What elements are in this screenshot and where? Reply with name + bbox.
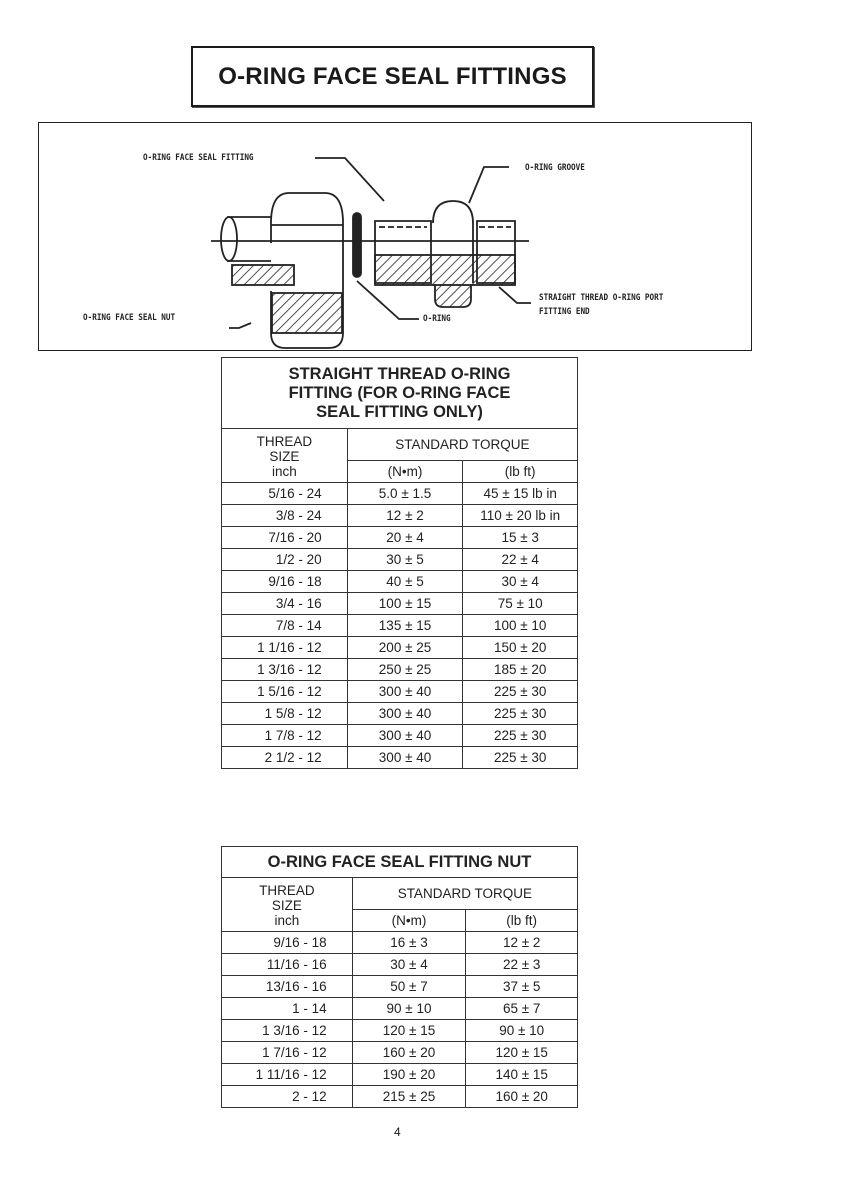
table-row — [222, 483, 578, 505]
cell-nm: 250 ± 25 — [347, 659, 463, 681]
cell-nm: 300 ± 40 — [347, 725, 463, 747]
cell-lbft: 65 ± 7 — [466, 998, 578, 1020]
label-oring: O-RING — [423, 314, 451, 324]
cell-nm: 16 ± 3 — [352, 932, 466, 954]
cell-thread: 1 7/8 - 12 — [222, 725, 348, 747]
cell-nm: 200 ± 25 — [347, 637, 463, 659]
cell-lbft: 15 ± 3 — [463, 527, 578, 549]
table-row — [222, 998, 578, 1020]
cell-lbft: 120 ± 15 — [466, 1042, 578, 1064]
cell-thread: 1 3/16 - 12 — [222, 659, 348, 681]
lbft-header: (lb ft) — [466, 910, 578, 932]
cell-lbft: 225 ± 30 — [463, 747, 578, 769]
cell-nm: 300 ± 40 — [347, 703, 463, 725]
cell-thread: 7/8 - 14 — [222, 615, 348, 637]
table2-caption — [222, 847, 578, 878]
label-oring-groove: O-RING GROOVE — [525, 163, 585, 173]
page-title-box — [191, 46, 594, 107]
cell-nm: 100 ± 15 — [347, 593, 463, 615]
table-row — [222, 1064, 578, 1086]
cell-lbft: 12 ± 2 — [466, 932, 578, 954]
cell-thread: 9/16 - 18 — [222, 571, 348, 593]
table-row — [222, 932, 578, 954]
table-row — [222, 659, 578, 681]
table-row — [222, 681, 578, 703]
table1-caption-line: SEAL FITTING ONLY) — [316, 403, 483, 421]
cell-nm: 40 ± 5 — [347, 571, 463, 593]
cell-thread: 1 5/8 - 12 — [222, 703, 348, 725]
table1-caption-line: STRAIGHT THREAD O-RING — [288, 365, 511, 383]
cell-lbft: 225 ± 30 — [463, 725, 578, 747]
cell-lbft: 150 ± 20 — [463, 637, 578, 659]
cell-lbft: 75 ± 10 — [463, 593, 578, 615]
thread-size-header — [222, 429, 348, 483]
cell-thread: 2 - 12 — [222, 1086, 353, 1108]
cell-lbft: 100 ± 10 — [463, 615, 578, 637]
table-row — [222, 725, 578, 747]
table-row — [222, 954, 578, 976]
table-row — [222, 527, 578, 549]
header-line: SIZE — [269, 449, 300, 464]
cell-nm: 5.0 ± 1.5 — [347, 483, 463, 505]
cell-nm: 300 ± 40 — [347, 681, 463, 703]
cell-thread: 1 3/16 - 12 — [222, 1020, 353, 1042]
fitting-diagram — [38, 122, 752, 351]
thread-size-header — [222, 878, 353, 932]
cell-nm: 190 ± 20 — [352, 1064, 466, 1086]
cell-thread: 7/16 - 20 — [222, 527, 348, 549]
header-line: inch — [271, 464, 297, 479]
label-oring-face-seal-fitting: O-RING FACE SEAL FITTING — [143, 153, 254, 163]
label-port-fitting-end-1: STRAIGHT THREAD O-RING PORT — [539, 293, 664, 303]
cell-thread: 5/16 - 24 — [222, 483, 348, 505]
table-row — [222, 505, 578, 527]
cell-thread: 11/16 - 16 — [222, 954, 353, 976]
table-row — [222, 593, 578, 615]
table-row — [222, 637, 578, 659]
face-seal-nut-torque-table — [221, 846, 578, 1108]
cell-lbft: 160 ± 20 — [466, 1086, 578, 1108]
cell-lbft: 45 ± 15 lb in — [463, 483, 578, 505]
cell-lbft: 110 ± 20 lb in — [463, 505, 578, 527]
cell-thread: 3/4 - 16 — [222, 593, 348, 615]
cell-thread: 2 1/2 - 12 — [222, 747, 348, 769]
cell-lbft: 90 ± 10 — [466, 1020, 578, 1042]
header-line: inch — [274, 913, 300, 928]
cell-lbft: 37 ± 5 — [466, 976, 578, 998]
cell-lbft: 225 ± 30 — [463, 703, 578, 725]
table-row — [222, 1086, 578, 1108]
table-row — [222, 615, 578, 637]
table1-caption-line: FITTING (FOR O-RING FACE — [288, 384, 511, 402]
label-port-fitting-end-2: FITTING END — [539, 307, 590, 317]
standard-torque-header: STANDARD TORQUE — [352, 878, 577, 910]
cell-nm: 215 ± 25 — [352, 1086, 466, 1108]
table-row — [222, 1020, 578, 1042]
cell-thread: 1/2 - 20 — [222, 549, 348, 571]
cell-nm: 160 ± 20 — [352, 1042, 466, 1064]
cell-lbft: 185 ± 20 — [463, 659, 578, 681]
table1-caption — [222, 358, 578, 429]
cell-nm: 135 ± 15 — [347, 615, 463, 637]
cell-thread: 3/8 - 24 — [222, 505, 348, 527]
cell-thread: 1 - 14 — [222, 998, 353, 1020]
cell-lbft: 22 ± 3 — [466, 954, 578, 976]
nm-header: (N•m) — [347, 461, 463, 483]
cell-thread: 9/16 - 18 — [222, 932, 353, 954]
cell-lbft: 22 ± 4 — [463, 549, 578, 571]
cell-nm: 120 ± 15 — [352, 1020, 466, 1042]
cell-thread: 13/16 - 16 — [222, 976, 353, 998]
header-line: SIZE — [271, 898, 302, 913]
cell-nm: 90 ± 10 — [352, 998, 466, 1020]
table-row — [222, 703, 578, 725]
cell-nm: 30 ± 4 — [352, 954, 466, 976]
nm-header: (N•m) — [352, 910, 466, 932]
cell-lbft: 30 ± 4 — [463, 571, 578, 593]
header-line: THREAD — [259, 883, 315, 898]
table-row — [222, 549, 578, 571]
cell-lbft: 225 ± 30 — [463, 681, 578, 703]
cell-nm: 300 ± 40 — [347, 747, 463, 769]
cell-nm: 50 ± 7 — [352, 976, 466, 998]
cell-thread: 1 1/16 - 12 — [222, 637, 348, 659]
cell-thread: 1 5/16 - 12 — [222, 681, 348, 703]
cell-nm: 30 ± 5 — [347, 549, 463, 571]
table2-caption-line: O-RING FACE SEAL FITTING NUT — [267, 853, 532, 871]
cell-thread: 1 11/16 - 12 — [222, 1064, 353, 1086]
standard-torque-header: STANDARD TORQUE — [347, 429, 577, 461]
table-row — [222, 747, 578, 769]
table-row — [222, 976, 578, 998]
lbft-header: (lb ft) — [463, 461, 578, 483]
table-row — [222, 571, 578, 593]
cell-thread: 1 7/16 - 12 — [222, 1042, 353, 1064]
cell-lbft: 140 ± 15 — [466, 1064, 578, 1086]
table-row — [222, 1042, 578, 1064]
page-title: O-RING FACE SEAL FITTINGS — [218, 62, 567, 90]
straight-thread-torque-table — [221, 357, 578, 769]
label-oring-face-seal-nut: O-RING FACE SEAL NUT — [83, 313, 176, 323]
cell-nm: 12 ± 2 — [347, 505, 463, 527]
page-number: 4 — [394, 1125, 401, 1139]
cell-nm: 20 ± 4 — [347, 527, 463, 549]
header-line: THREAD — [256, 434, 313, 449]
